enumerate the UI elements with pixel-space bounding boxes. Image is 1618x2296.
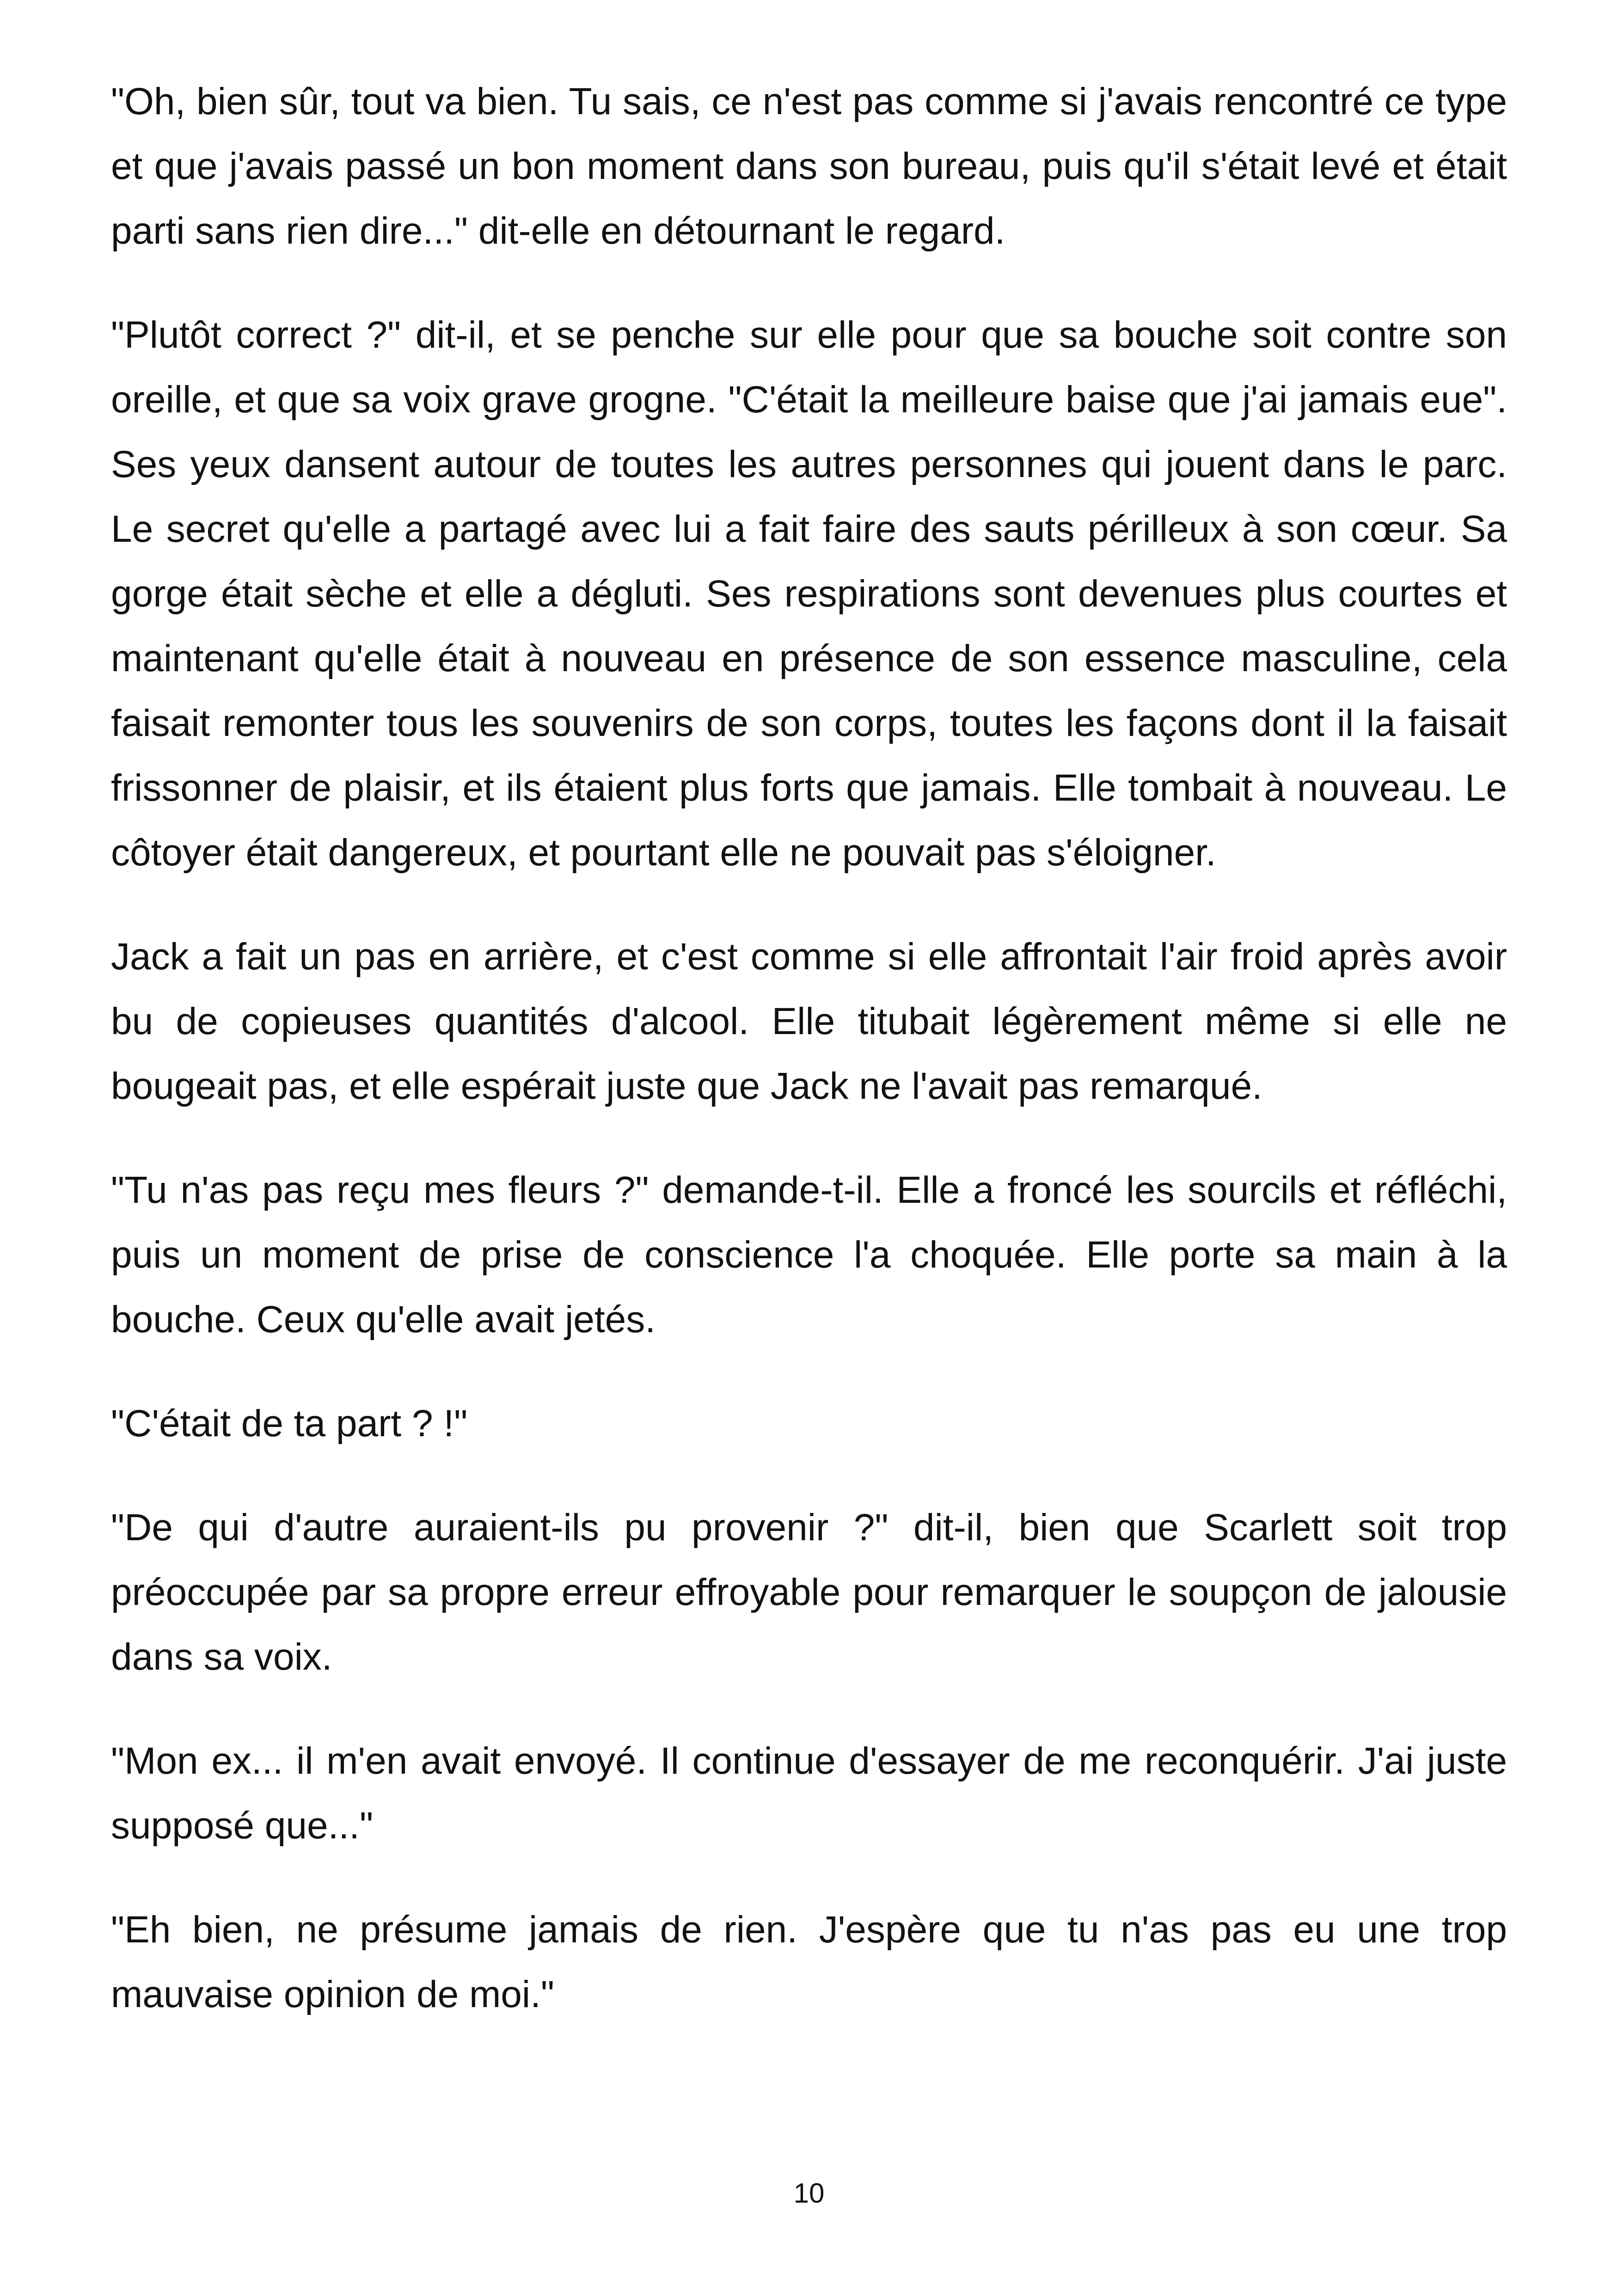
paragraph-1: "Oh, bien sûr, tout va bien. Tu sais, ce n'est pas comme si j'avais rencontré ce type et que j'avais passé un bon moment dans son bureau, puis qu'il s'était levé et était parti sans rien dire..." dit-elle en détournant le regard. [111, 80, 1507, 252]
paragraph-2: "Plutôt correct ?" dit-il, et se penche sur elle pour que sa bouche soit contre son oreille, et que sa voix grave grogne. "C'était la meilleure baise que j'ai jamais eue". Ses yeux dansent autour de toutes les autres personnes qui jouent dans le parc. Le secret qu'elle a partagé avec lui a fait faire des sauts périlleux à son cœur. Sa gorge était sèche et elle a dégluti. Ses respirations sont devenues plus courtes et maintenant qu'elle était à nouveau en présence de son essence masculine, cela faisait remonter tous les souvenirs de son corps, toutes les façons dont il la faisait frissonner de plaisir, et ils étaient plus forts que jamais. Elle tombait à nouveau. Le côtoyer était dangereux, et pourtant elle ne pouvait pas s'éloigner. [111, 314, 1507, 874]
paragraph-8: "Eh bien, ne présume jamais de rien. J'espère que tu n'as pas eu une trop mauvaise opinion de moi." [111, 1909, 1507, 2015]
paragraph-4: "Tu n'as pas reçu mes fleurs ?" demande-t-il. Elle a froncé les sourcils et réfléchi, puis un moment de prise de conscience l'a choquée. Elle porte sa main à la bouche. Ceux qu'elle avait jetés. [111, 1169, 1507, 1341]
paragraph-7: "Mon ex... il m'en avait envoyé. Il continue d'essayer de me reconquérir. J'ai juste supposé que..." [111, 1740, 1507, 1847]
paragraph-5: "C'était de ta part ? !" [111, 1402, 468, 1445]
page-number: 10 [793, 2178, 825, 2209]
paragraph-6: "De qui d'autre auraient-ils pu provenir ?" dit-il, bien que Scarlett soit trop préoccupée par sa propre erreur effroyable pour remarquer le soupçon de jalousie dans sa voix. [111, 1506, 1507, 1678]
paragraph-3: Jack a fait un pas en arrière, et c'est comme si elle affrontait l'air froid après avoir bu de copieuses quantités d'alcool. Elle titubait légèrement même si elle ne bougeait pas, et elle espérait juste que Jack ne l'avait pas remarqué. [111, 936, 1507, 1107]
